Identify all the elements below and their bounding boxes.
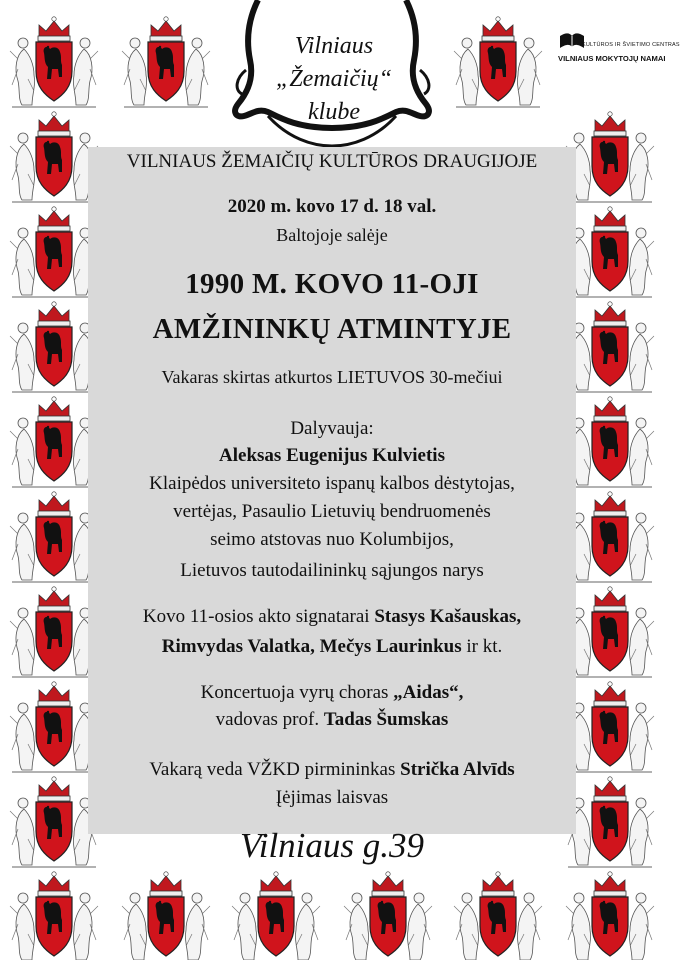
guest-desc-3: seimo atstovas nuo Kolumbijos, — [210, 529, 454, 550]
header-line-2: „Žemaičių“ — [275, 66, 392, 92]
signatory-2: Rimvydas Valatka, — [161, 636, 315, 657]
conductor-line — [88, 709, 576, 731]
header-line-3: klube — [308, 99, 360, 125]
guest-desc-1: Klaipėdos universiteto ispanų kalbos dėstytojas, — [149, 473, 515, 494]
guest-desc-2: vertėjas, Pasaulio Lietuvių bendruomenės — [173, 501, 491, 522]
choir-name: „Aidas“, — [393, 682, 464, 703]
signatories-prefix: Kovo 11-osios akto signatarai — [142, 606, 375, 627]
conductor-name: Tadas Šumskas — [323, 709, 449, 730]
host-line — [88, 759, 576, 781]
host-prefix: Vakarą veda VŽKD pirmininkas — [149, 759, 401, 780]
house-logo-tagline: KULTŪROS IR ŠVIETIMO CENTRAS — [582, 42, 680, 48]
signatory-3: Mečys Laurinkus — [319, 636, 462, 657]
entry-line: Įėjimas laisvas — [275, 787, 389, 808]
event-hall: Baltojoje salėje — [276, 225, 388, 245]
guest-name: Aleksas Eugenijus Kulvietis — [219, 445, 445, 466]
house-logo-name: VILNIAUS MOKYTOJŲ NAMAI — [558, 54, 666, 63]
signatories-line-2 — [88, 636, 576, 658]
event-title-line-2: AMŽININKŲ ATMINTYJE — [152, 313, 512, 345]
book-icon — [558, 30, 586, 52]
concert-line — [88, 682, 576, 704]
participates-label: Dalyvauja: — [290, 418, 374, 439]
header-line-1: Vilniaus — [294, 33, 374, 59]
host-name: Strička Alvīds — [400, 759, 515, 780]
conductor-prefix: vadovas prof. — [215, 709, 324, 730]
teachers-house-logo — [552, 28, 680, 68]
guest-desc-4: Lietuvos tautodailininkų sąjungos narys — [180, 560, 484, 581]
address: Vilniaus g.39 — [239, 826, 425, 865]
signatories-line-1 — [88, 606, 576, 628]
concert-prefix: Koncertuoja vyrų choras — [200, 682, 394, 703]
event-subtitle: Vakaras skirtas atkurtos LIETUVOS 30-mečiui — [161, 367, 503, 387]
organizer-line: VILNIAUS ŽEMAIČIŲ KULTŪROS DRAUGIJOJE — [126, 151, 538, 172]
club-header-text — [236, 30, 432, 129]
signatory-1: Stasys Kašauskas, — [374, 606, 522, 627]
event-title-line-1: 1990 M. KOVO 11-OJI — [185, 268, 479, 300]
event-datetime: 2020 m. kovo 17 d. 18 val. — [227, 196, 437, 217]
signatories-suffix: ir kt. — [461, 636, 503, 657]
